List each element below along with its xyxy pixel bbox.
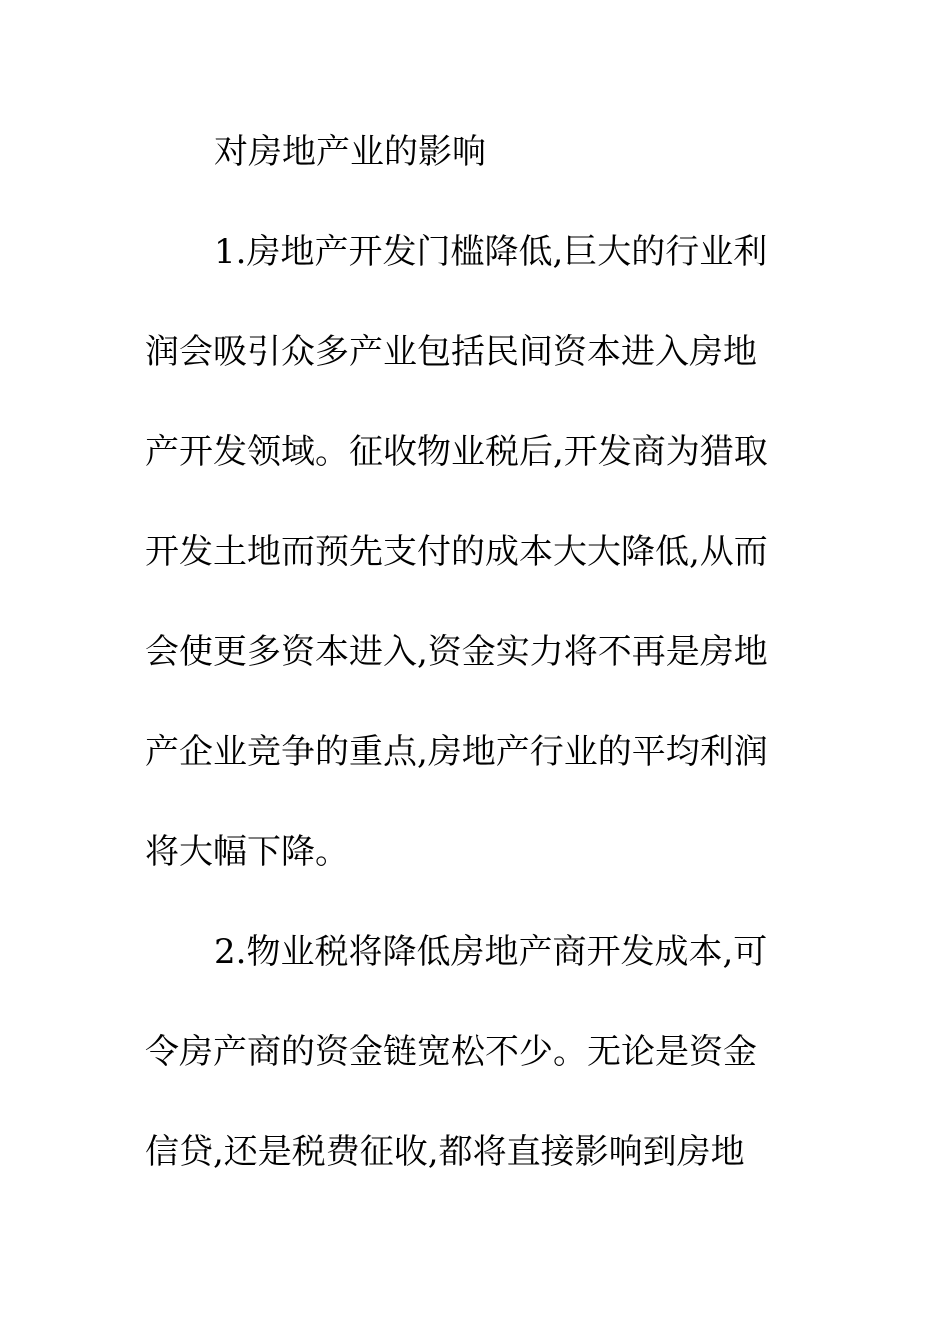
paragraph-1-line-5: 会使更多资本进入,资金实力将不再是房地 [145,632,768,672]
paragraph-1-line-6: 产企业竞争的重点,房地产行业的平均利润 [145,732,768,772]
paragraph-1-line-3: 产开发领域。征收物业税后,开发商为猎取 [145,432,768,472]
paragraph-2-line-2: 令房产商的资金链宽松不少。无论是资金 [145,1032,757,1072]
paragraph-1-line-4: 开发土地而预先支付的成本大大降低,从而 [145,532,768,572]
paragraph-1-line-2: 润会吸引众多产业包括民间资本进入房地 [145,332,757,372]
section-heading: 对房地产业的影响 [214,132,486,172]
paragraph-1-line-7: 将大幅下降。 [145,832,349,872]
paragraph-1-line-1: 1.房地产开发门槛降低,巨大的行业利 [214,232,768,272]
paragraph-2-line-1: 2.物业税将降低房地产商开发成本,可 [214,932,768,972]
paragraph-2-line-3: 信贷,还是税费征收,都将直接影响到房地 [145,1132,745,1172]
